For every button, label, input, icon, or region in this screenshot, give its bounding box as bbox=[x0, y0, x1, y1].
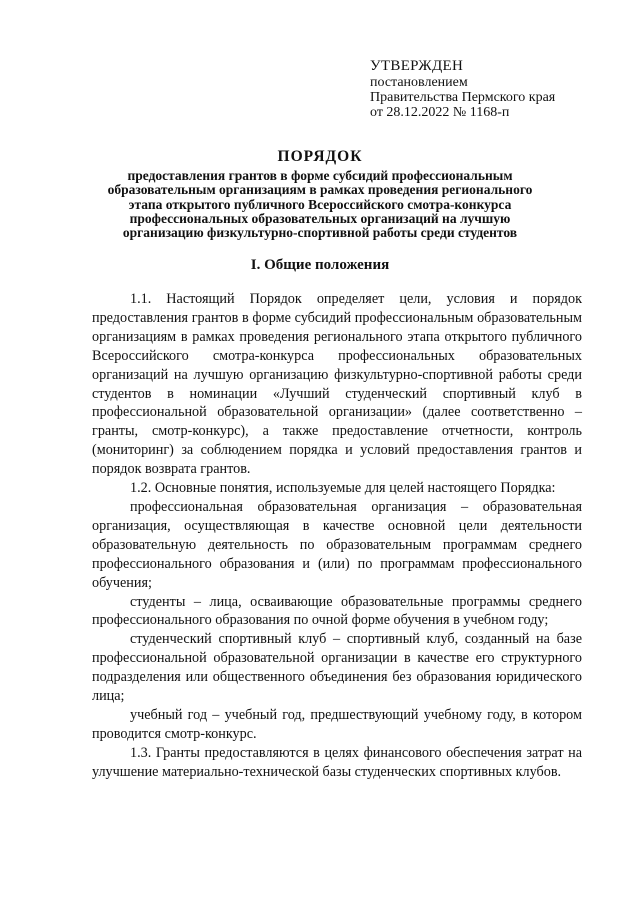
document-body bbox=[92, 290, 582, 782]
approval-line-resolution: постановлением bbox=[370, 75, 468, 90]
paragraph-1-2: 1.2. Основные понятия, используемые для целей настоящего Порядка: bbox=[130, 480, 556, 497]
document-subtitle: предоставления грантов в форме субсидий профессиональным образовательным организациям в рамках проведения регионального этапа открытого публичного Всероссийского смотра-конкурса профессиональных образовательных организаций на лучшую организацию физкультурно-спортивной работы среди студентов bbox=[107, 168, 533, 241]
paragraph-1-1: 1.1. Настоящий Порядок определяет цели, условия и порядок предоставления грантов в форме субсидий профессиональным образовательным организациям в рамках проведения регионального этапа открытого публичного Всероссийского смотра-конкурса профессиональных образовательных организаций на лучшую организацию физкультурно-спортивной работы среди студентов в номинации «Лучший студенческий спортивный клуб в профессиональной образовательной организации» (далее соответственно – гранты, смотр-конкурс), а также предоставление отчетности, контроль (мониторинг) за соблюдением порядка и условий предоставления грантов и порядок возврата грантов. bbox=[92, 291, 582, 478]
approval-line-date-number: от 28.12.2022 № 1168-п bbox=[370, 105, 510, 120]
definition-students: студенты – лица, осваивающие образовательные программы среднего профессионального образования по очной форме обучения в учебном году; bbox=[92, 593, 582, 629]
approval-heading: УТВЕРЖДЕН bbox=[370, 58, 464, 74]
approval-line-government: Правительства Пермского края bbox=[370, 90, 556, 105]
definition-professional-organization: профессиональная образовательная организация – образовательная организация, осуществляющая в качестве основной цели деятельности образовательную деятельность по образовательным программам среднего профессионального образования и (или) по программам профессионального обучения; bbox=[92, 498, 582, 591]
definition-academic-year: учебный год – учебный год, предшествующий учебному году, в котором проводится смотр-конкурс. bbox=[92, 706, 582, 742]
section-heading: I. Общие положения bbox=[250, 257, 390, 273]
approval-stamp bbox=[370, 58, 610, 120]
paragraph-1-3: 1.3. Гранты предоставляются в целях финансового обеспечения затрат на улучшение материально-технической базы студенческих спортивных клубов. bbox=[92, 744, 582, 780]
definition-student-sports-club: студенческий спортивный клуб – спортивный клуб, созданный на базе профессиональной образовательной организации в качестве его структурного подразделения или общественного объединения без образования юридического лица; bbox=[92, 631, 582, 705]
document-title: ПОРЯДОК bbox=[277, 148, 363, 165]
